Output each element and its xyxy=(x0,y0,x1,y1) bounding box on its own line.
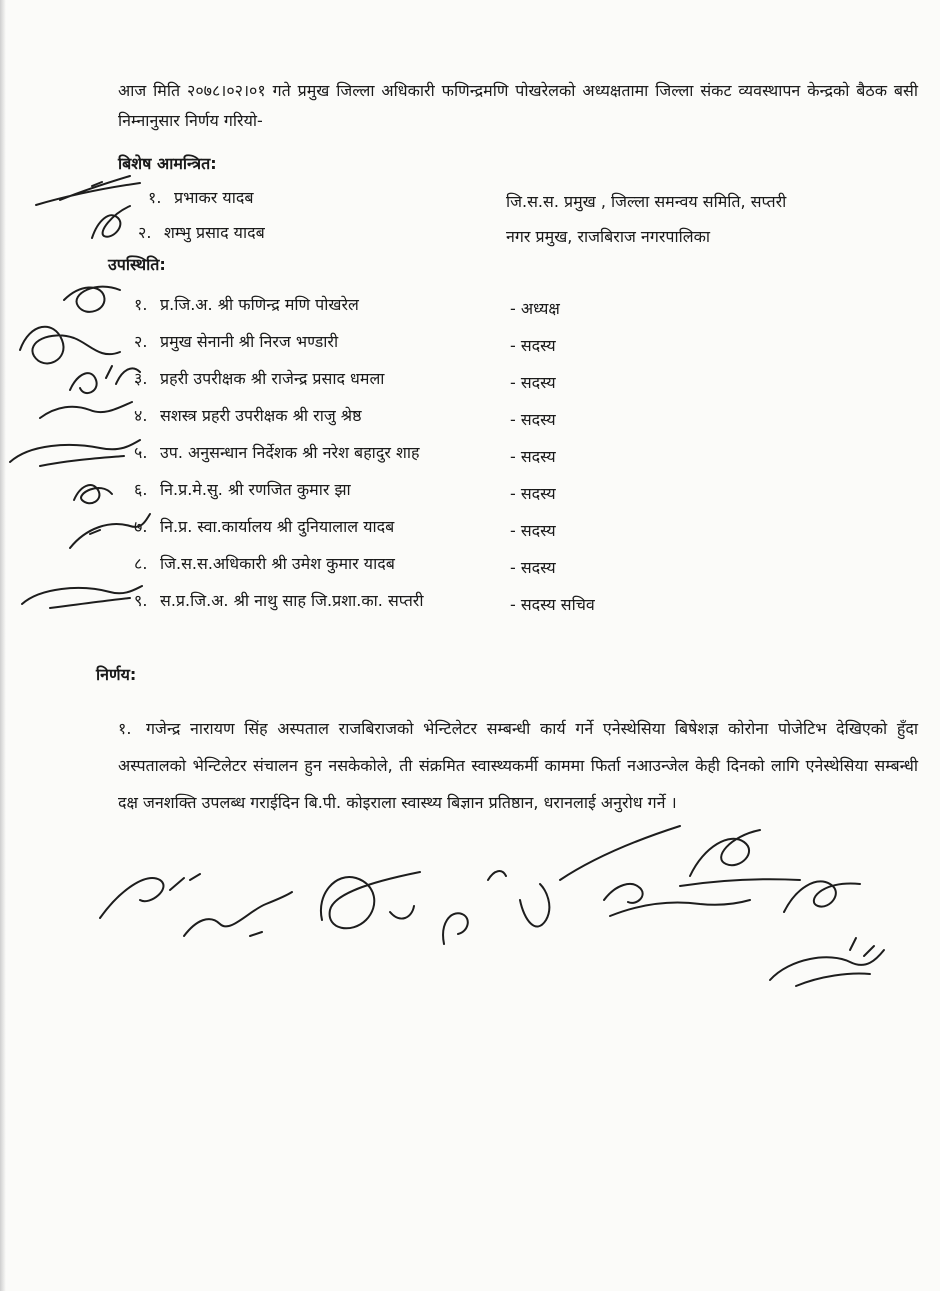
attendee-num: ६. xyxy=(134,480,148,499)
attendee-num: ५. xyxy=(134,443,148,462)
attendee-role: - सदस्य xyxy=(510,410,556,429)
signature-mark xyxy=(64,287,120,312)
invitee-role: नगर प्रमुख, राजबिराज नगरपालिका xyxy=(506,227,711,246)
attendee-row xyxy=(134,330,338,352)
signature-mark xyxy=(22,586,142,608)
attendee-role: - सदस्य xyxy=(510,558,556,577)
attendee-role: - सदस्य xyxy=(510,336,556,355)
attendee-row xyxy=(134,589,424,611)
attendee-role: - सदस्य xyxy=(510,373,556,392)
attendee-num: ८. xyxy=(134,554,148,573)
invitee-name: प्रभाकर यादब xyxy=(174,188,254,207)
signature-mark xyxy=(92,206,130,238)
decision-text: गजेन्द्र नारायण सिंह अस्पताल राजबिराजको भेन्टिलेटर सम्बन्धी कार्य गर्ने एनेस्थेसिया बिषेशज्ञ कोरोना पोजेटिभ देखिएको हुँदा अस्पतालको भेन्टिलेटर संचालन हुन नसकेकोले, ती संक्रमित स्वास्थ्यकर्मी काममा फिर्ता नआउन्जेल केही दिनको लागि एनेस्थेसिया सम्बन्धी दक्ष जनशक्ति उपलब्ध गराईदिन बि.पी. कोइराला स्वास्थ्य बिज्ञान प्रतिष्ठान, धरानलाई अनुरोध गर्ने । xyxy=(118,719,918,812)
signature-mark xyxy=(770,938,884,986)
attendee-name: स.प्र.जि.अ. श्री नाथु साह जि.प्रशा.का. सप्तरी xyxy=(160,591,424,610)
attendee-role: - अध्यक्ष xyxy=(510,299,560,318)
attendee-row xyxy=(134,367,384,389)
attendee-row xyxy=(134,478,351,500)
attendee-row xyxy=(134,441,419,463)
attendee-num: ४. xyxy=(134,406,148,425)
decision-heading: निर्णय: xyxy=(96,665,137,684)
signature-mark xyxy=(560,826,750,916)
attendee-num: ७. xyxy=(134,517,148,536)
intro-paragraph: आज मिति २०७८।०२।०१ गते प्रमुख जिल्ला अधिकारी फणिन्द्रमणि पोखरेलको अध्यक्षतामा जिल्ला संकट व्यवस्थापन केन्द्रको बैठक बसी निम्नानुसार निर्णय गरियो- xyxy=(118,81,918,130)
invitee-role: जि.स.स. प्रमुख , जिल्ला समन्वय समिति, सप्तरी xyxy=(506,192,787,211)
invitee-name: शम्भु प्रसाद यादब xyxy=(164,223,265,242)
attendee-num: २. xyxy=(134,332,148,351)
decision-paragraph xyxy=(118,710,918,821)
attendee-row xyxy=(134,404,362,426)
attendance-heading: उपस्थिति: xyxy=(108,255,166,274)
signature-mark xyxy=(74,485,112,503)
signature-mark xyxy=(100,874,200,918)
invitee-row xyxy=(148,186,253,208)
signature-mark xyxy=(784,882,860,912)
invitee-row xyxy=(138,221,265,243)
decision-num: १. xyxy=(118,719,132,738)
special-invitees-heading: बिशेष आमन्त्रित: xyxy=(118,154,217,173)
attendee-name: नि.प्र.मे.सु. श्री रणजित कुमार झा xyxy=(160,480,351,499)
signature-mark xyxy=(36,176,140,205)
attendee-num: ३. xyxy=(134,369,148,388)
signature-mark xyxy=(321,872,420,928)
attendee-name: सशस्त्र प्रहरी उपरीक्षक श्री राजु श्रेष्ठ xyxy=(160,406,362,425)
invitee-num: १. xyxy=(148,188,162,207)
attendee-role: - सदस्य xyxy=(510,484,556,503)
attendee-role: - सदस्य xyxy=(510,521,556,540)
attendee-row xyxy=(134,515,394,537)
signature-mark xyxy=(20,327,120,364)
signature-mark xyxy=(40,402,132,418)
signature-mark xyxy=(184,892,292,936)
attendee-name: प्र.जि.अ. श्री फणिन्द्र मणि पोखरेल xyxy=(160,295,359,314)
attendee-name: जि.स.स.अधिकारी श्री उमेश कुमार यादब xyxy=(160,554,395,573)
signature-mark xyxy=(70,366,140,393)
attendee-role: - सदस्य सचिव xyxy=(510,595,595,614)
attendee-name: नि.प्र. स्वा.कार्यालय श्री दुनियालाल यादब xyxy=(160,517,395,536)
attendee-name: प्रहरी उपरीक्षक श्री राजेन्द्र प्रसाद धमला xyxy=(160,369,385,388)
signature-mark xyxy=(443,871,549,944)
invitee-num: २. xyxy=(138,223,152,242)
signature-mark xyxy=(10,440,140,466)
attendee-num: ९. xyxy=(134,591,148,610)
attendee-num: १. xyxy=(134,295,148,314)
scan-edge-shadow xyxy=(0,0,6,1291)
attendee-row xyxy=(134,552,395,574)
attendee-name: उप. अनुसन्धान निर्देशक श्री नरेश बहादुर शाह xyxy=(160,443,420,462)
attendee-row xyxy=(134,293,359,315)
attendee-role: - सदस्य xyxy=(510,447,556,466)
attendee-name: प्रमुख सेनानी श्री निरज भण्डारी xyxy=(160,332,339,351)
signature-mark xyxy=(680,830,800,886)
